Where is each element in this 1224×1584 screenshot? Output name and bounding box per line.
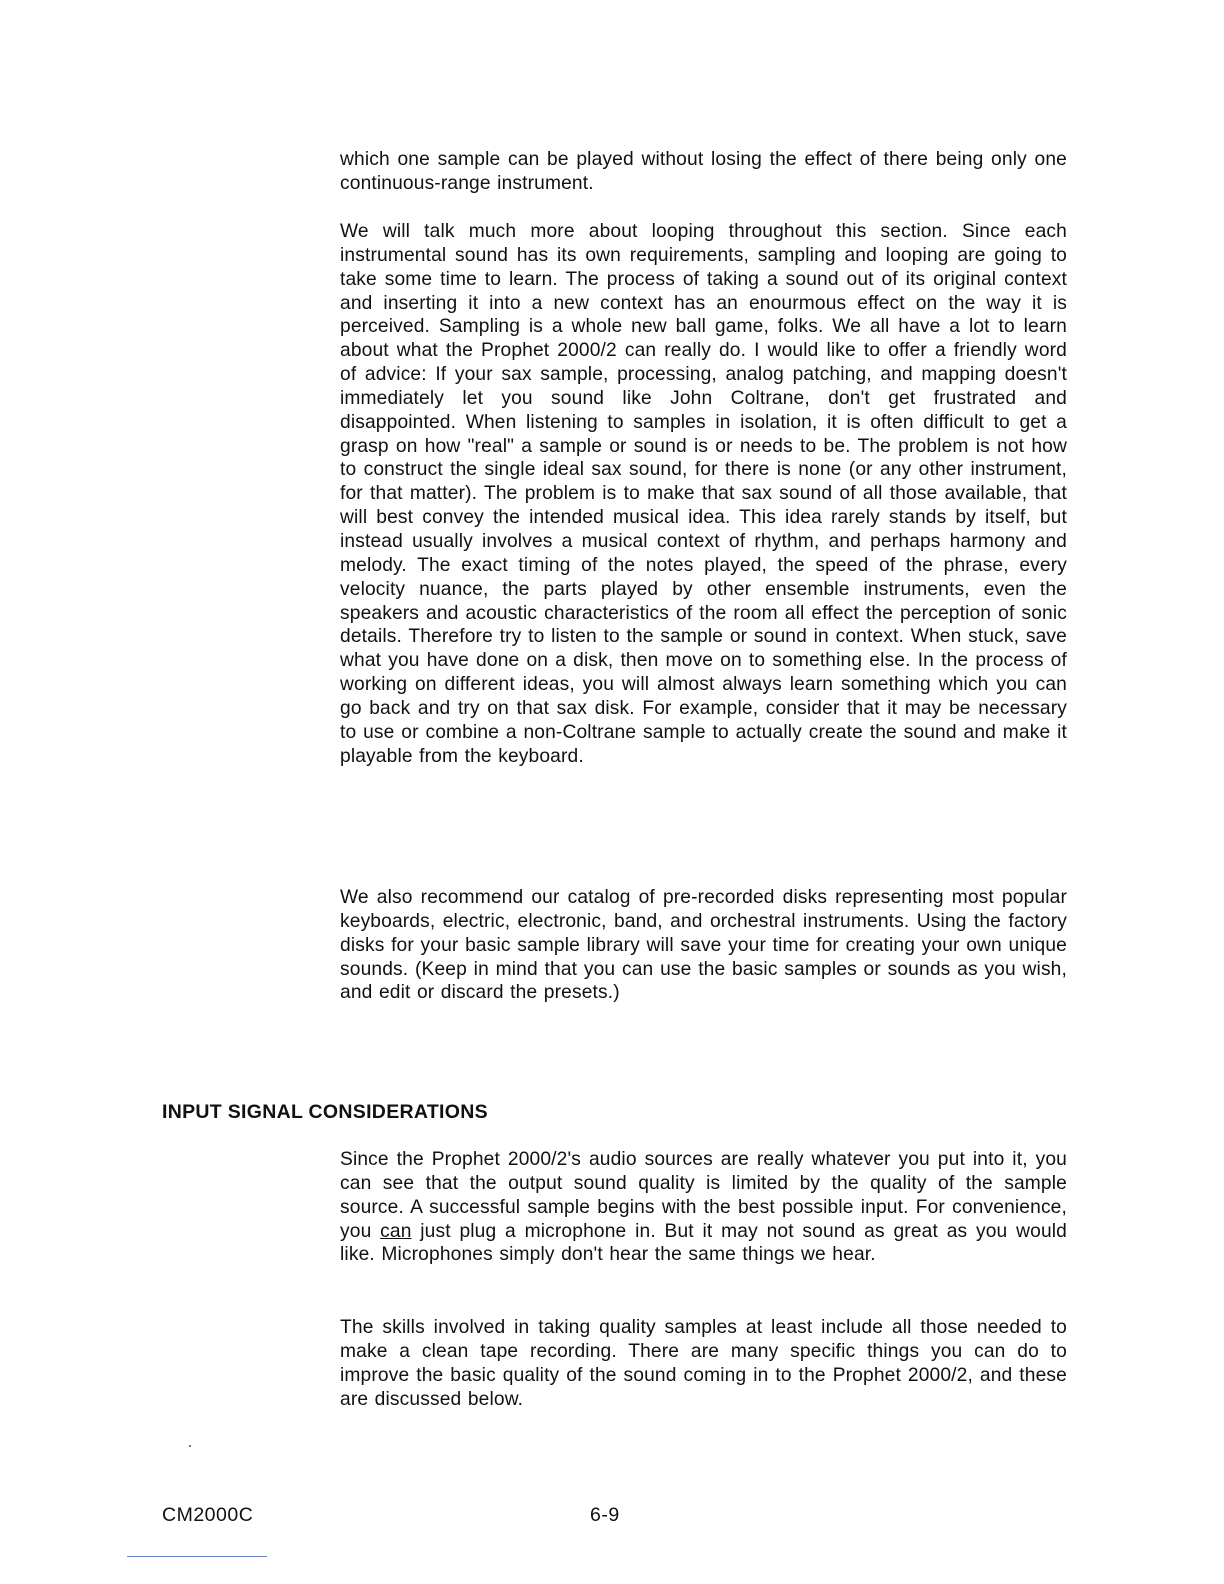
footer-page-number: 6-9 xyxy=(590,1504,620,1526)
input-signal-text-start: Since the Prophet 2000/2's audio sources are really whatever you put into it, you can see that the output sound quality is limited by the quality of the sample source. A successful sample begins with the best possible input. For convenience, you xyxy=(340,1149,1067,1242)
footer-doc-code: CM2000C xyxy=(162,1504,254,1526)
input-signal-text-end: just plug a microphone in. But it may not sound as great as you would like. Microphones simply don't hear the same things we hear. xyxy=(340,1220,1067,1266)
input-signal-paragraph xyxy=(340,1148,1067,1267)
looping-paragraph: We will talk much more about looping throughout this section. Since each instrumental sound has its own requirements, sampling and looping are going to take some time to learn. The process of taking a sound out of its original context and inserting it into a new context has an enourmous effect on the way it is perceived. Sampling is a whole new ball game, folks. We all have a lot to learn about what the Prophet 2000/2 can really do. I would like to offer a friendly word of advice: If your sax sample, processing, analog patching, and mapping doesn't immediately let you sound like John Coltrane, don't get frustrated and disappointed. When listening to samples in isolation, it is often difficult to get a grasp on how "real" a sample or sound is or needs to be. The problem is not how to construct the single ideal sax sound, for there is none (or any other instrument, for that matter). The problem is to make that sax sound of all those available, that will best convey the intended musical idea. This idea rarely stands by itself, but instead usually involves a musical context of rhythm, and perhaps harmony and melody. The exact timing of the notes played, the speed of the phrase, every velocity nuance, the parts played by other ensemble instruments, even the speakers and acoustic characteristics of the room all effect the perception of sonic details. Therefore try to listen to the sample or sound in context. When stuck, save what you have done on a disk, then move on to something else. In the process of working on different ideas, you will almost always learn something which you can go back and try on that sax disk. For example, consider that it may be necessary to use or combine a non-Coltrane sample to actually create the sound and make it playable from the keyboard. xyxy=(340,221,1067,767)
catalog-paragraph: We also recommend our catalog of pre-recorded disks representing most popular keyboards, electric, electronic, band, and orchestral instruments. Using the factory disks for your basic sample library will save your time for creating your own unique sounds. (Keep in mind that you can use the basic samples or sounds as you wish, and edit or discard the presets.) xyxy=(340,887,1067,1004)
skills-paragraph: The skills involved in taking quality samples at least include all those needed to make a clean tape recording. There are many specific things you can do to improve the basic quality of the sound coming in to the Prophet 2000/2, and these are discussed below. xyxy=(340,1317,1067,1410)
emphasis-can: can xyxy=(380,1220,412,1242)
scan-speck xyxy=(189,1445,191,1447)
footer-rule xyxy=(127,1556,267,1557)
section-heading: INPUT SIGNAL CONSIDERATIONS xyxy=(162,1101,488,1123)
continuation-paragraph: which one sample can be played without losing the effect of there being only one continuous-range instrument. xyxy=(340,149,1067,194)
